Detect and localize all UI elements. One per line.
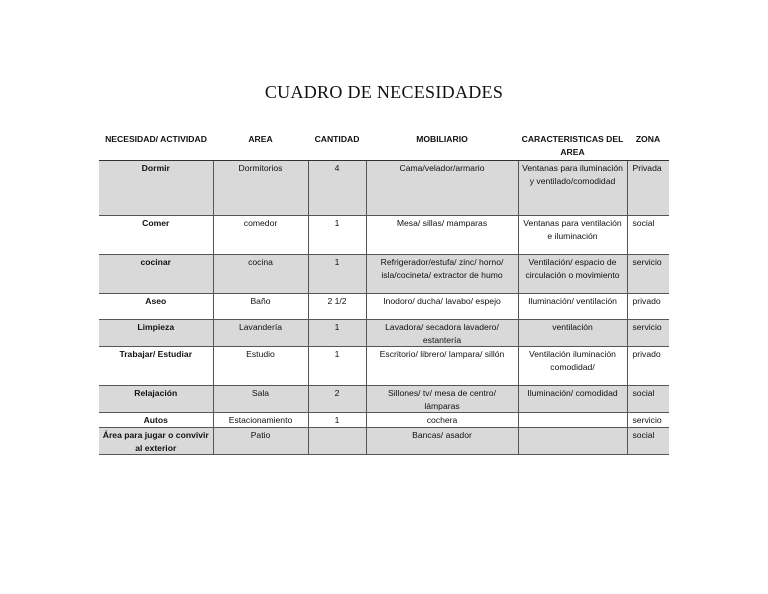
cell-zona: social xyxy=(627,427,669,454)
cell-caracteristicas xyxy=(518,413,627,428)
cell-mobiliario: Refrigerador/estufa/ zinc/ horno/ isla/cocineta/ extractor de humo xyxy=(366,255,518,294)
table-row xyxy=(99,347,669,386)
table-row xyxy=(99,294,669,320)
cell-zona: privado xyxy=(627,294,669,320)
cell-necesidad: Relajación xyxy=(99,386,213,413)
cell-mobiliario: Escritorio/ librero/ lampara/ sillón xyxy=(366,347,518,386)
cell-caracteristicas: Ventilación/ espacio de circulación o movimiento xyxy=(518,255,627,294)
cell-area: cocina xyxy=(213,255,308,294)
header-mobiliario: MOBILIARIO xyxy=(366,130,518,161)
table-row xyxy=(99,413,669,428)
cell-necesidad: Aseo xyxy=(99,294,213,320)
table-row xyxy=(99,216,669,255)
cell-mobiliario: Bancas/ asador xyxy=(366,427,518,454)
table-row xyxy=(99,320,669,347)
cell-cantidad: 1 xyxy=(308,347,366,386)
header-necesidad: NECESIDAD/ ACTIVIDAD xyxy=(99,130,213,161)
table-header-row xyxy=(99,130,669,161)
cell-caracteristicas: Ventilación iluminación comodidad/ xyxy=(518,347,627,386)
cell-area: Estacionamiento xyxy=(213,413,308,428)
cell-cantidad: 2 1/2 xyxy=(308,294,366,320)
table-row xyxy=(99,427,669,454)
cell-zona: servicio xyxy=(627,413,669,428)
cell-necesidad: Autos xyxy=(99,413,213,428)
cell-mobiliario: cochera xyxy=(366,413,518,428)
cell-caracteristicas: Iluminación/ comodidad xyxy=(518,386,627,413)
cell-zona: servicio xyxy=(627,255,669,294)
cell-cantidad: 2 xyxy=(308,386,366,413)
cell-mobiliario: Lavadora/ secadora lavadero/ estantería xyxy=(366,320,518,347)
cell-necesidad: Limpieza xyxy=(99,320,213,347)
cell-area: Patio xyxy=(213,427,308,454)
cell-caracteristicas: Ventanas para iluminación y ventilado/comodidad xyxy=(518,161,627,216)
cell-cantidad: 1 xyxy=(308,255,366,294)
cell-area: Lavandería xyxy=(213,320,308,347)
cell-mobiliario: Sillones/ tv/ mesa de centro/ lámparas xyxy=(366,386,518,413)
cell-cantidad: 1 xyxy=(308,216,366,255)
cell-cantidad xyxy=(308,427,366,454)
cell-zona: social xyxy=(627,216,669,255)
cell-area: Estudio xyxy=(213,347,308,386)
needs-table xyxy=(99,130,669,455)
cell-area: Sala xyxy=(213,386,308,413)
cell-zona: servicio xyxy=(627,320,669,347)
cell-mobiliario: Mesa/ sillas/ mamparas xyxy=(366,216,518,255)
cell-zona: Privada xyxy=(627,161,669,216)
cell-caracteristicas: Iluminación/ ventilación xyxy=(518,294,627,320)
cell-caracteristicas: ventilación xyxy=(518,320,627,347)
cell-caracteristicas xyxy=(518,427,627,454)
cell-necesidad: Área para jugar o convivir al exterior xyxy=(99,427,213,454)
header-zona: ZONA xyxy=(627,130,669,161)
table-row xyxy=(99,386,669,413)
cell-zona: social xyxy=(627,386,669,413)
document-title: CUADRO DE NECESIDADES xyxy=(264,82,504,102)
table-row xyxy=(99,161,669,216)
cell-necesidad: Comer xyxy=(99,216,213,255)
cell-caracteristicas: Ventanas para ventilación e iluminación xyxy=(518,216,627,255)
cell-cantidad: 4 xyxy=(308,161,366,216)
cell-area: Dormitorios xyxy=(213,161,308,216)
cell-mobiliario: Inodoro/ ducha/ lavabo/ espejo xyxy=(366,294,518,320)
cell-necesidad: cocinar xyxy=(99,255,213,294)
cell-mobiliario: Cama/velador/armario xyxy=(366,161,518,216)
cell-cantidad: 1 xyxy=(308,413,366,428)
cell-area: Baño xyxy=(213,294,308,320)
header-area: AREA xyxy=(213,130,308,161)
cell-necesidad: Trabajar/ Estudiar xyxy=(99,347,213,386)
cell-area: comedor xyxy=(213,216,308,255)
table-row xyxy=(99,255,669,294)
cell-zona: privado xyxy=(627,347,669,386)
cell-necesidad: Dormir xyxy=(99,161,213,216)
header-cantidad: CANTIDAD xyxy=(308,130,366,161)
cell-cantidad: 1 xyxy=(308,320,366,347)
header-caracteristicas: CARACTERISTICAS DEL AREA xyxy=(518,130,627,161)
